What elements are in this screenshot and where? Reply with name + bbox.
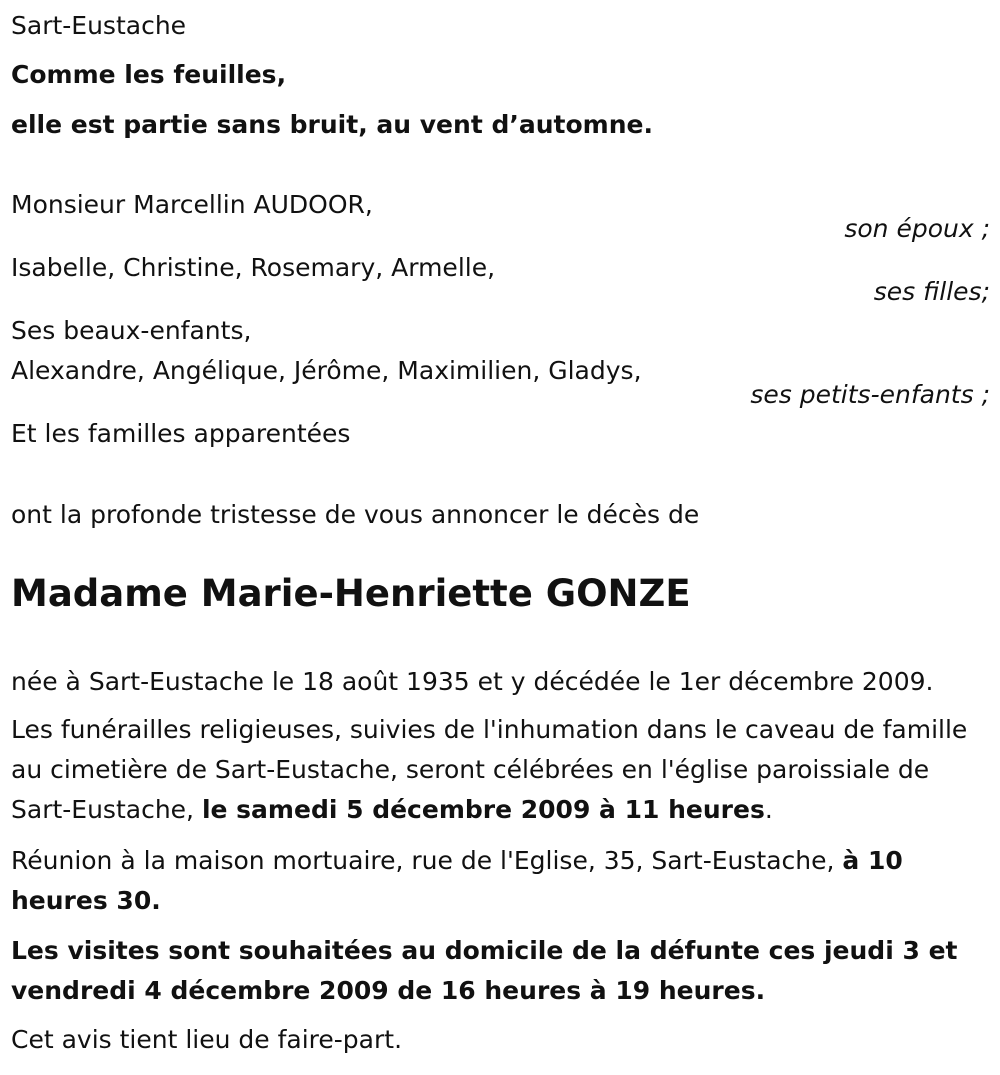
spouse-role: son époux ; [844, 214, 990, 243]
related-families: Et les familles apparentées [11, 419, 351, 448]
grandchildren-role: ses petits-enfants ; [750, 380, 990, 409]
funeral-text: Les funérailles religieuses, suivies de l'inhumation dans le caveau de famille au cimetière de Sart-Eustache, seront célébrées en l'église paroissiale de Sart-Eustache, [11, 715, 968, 824]
poem-line-1: Comme les feuilles, [11, 60, 287, 89]
daughters-role: ses filles; [873, 277, 990, 306]
meeting-text: Réunion à la maison mortuaire, rue de l'Eglise, 35, Sart-Eustache, [11, 846, 843, 875]
funeral-end: . [764, 795, 773, 824]
daughters-names: Isabelle, Christine, Rosemary, Armelle, [11, 253, 496, 282]
funeral-paragraph [11, 710, 991, 830]
grandchildren-names: Alexandre, Angélique, Jérôme, Maximilien, Gladys, [11, 356, 642, 385]
birth-death-line: née à Sart-Eustache le 18 août 1935 et y décédée le 1er décembre 2009. [11, 667, 934, 696]
visits-paragraph: Les visites sont souhaitées au domicile de la défunte ces jeudi 3 et vendredi 4 décembre 2009 de 16 heures à 19 heures. [11, 936, 958, 1005]
village-name: Sart-Eustache [11, 11, 187, 40]
closing-line: Cet avis tient lieu de faire-part. [11, 1025, 403, 1054]
spouse-name: Monsieur Marcellin AUDOOR, [11, 190, 373, 219]
stepchildren: Ses beaux-enfants, [11, 316, 252, 345]
funeral-date: le samedi 5 décembre 2009 à 11 heures [201, 795, 765, 824]
meeting-paragraph [11, 841, 991, 921]
deceased-name: Madame Marie-Henriette GONZE [11, 572, 691, 615]
announcement-intro: ont la profonde tristesse de vous annoncer le décès de [11, 500, 700, 529]
poem-line-2: elle est partie sans bruit, au vent d’automne. [11, 110, 653, 139]
meeting-time: à 10 heures 30. [11, 846, 903, 915]
